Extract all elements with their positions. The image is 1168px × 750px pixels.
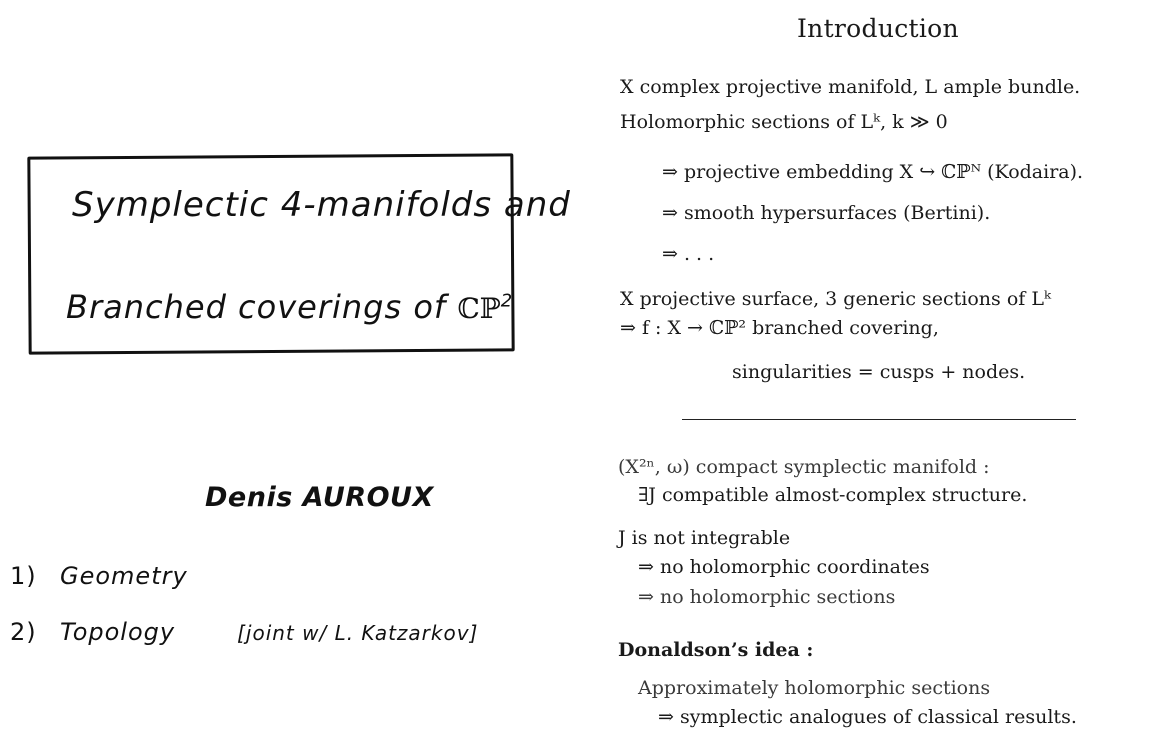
text-line-7: ⇒ f : X → ℂℙ² branched covering, (620, 317, 939, 339)
text-line-8: singularities = cusps + nodes. (732, 361, 1026, 383)
outline-item-1 (10, 562, 188, 590)
text-line-11: J is not integrable (618, 527, 791, 549)
intro-heading: Introduction (797, 14, 959, 43)
author-name: Denis AUROUX (205, 482, 434, 513)
outline-item-2-note: [joint w/ L. Katzarkov] (237, 621, 479, 645)
text-line-13: ⇒ no holomorphic sections (638, 586, 896, 608)
donaldson-heading: Donaldson’s idea : (618, 639, 814, 661)
text-line-3: ⇒ projective embedding X ↪ ℂℙᴺ (Kodaira). (662, 161, 1084, 183)
text-line-1: X complex projective manifold, L ample bundle. (620, 76, 1081, 98)
text-line-9: (X²ⁿ, ω) compact symplectic manifold : (618, 456, 990, 478)
text-line-2: Holomorphic sections of Lᵏ, k ≫ 0 (620, 111, 948, 133)
outline-item-2-label: Topology (60, 618, 176, 646)
title-line-2 (66, 288, 513, 326)
cp-symbol: ℂℙ (457, 292, 501, 325)
title-line-2-text: Branched coverings of (66, 288, 458, 326)
outline-item-2 (10, 618, 478, 646)
title-line-1: Symplectic 4-manifolds and (72, 185, 571, 225)
text-line-10: ∃J compatible almost-complex structure. (638, 484, 1028, 506)
outline-item-2-number: 2) (10, 618, 37, 646)
text-line-6: X projective surface, 3 generic sections of Lᵏ (620, 288, 1051, 310)
section-divider (682, 419, 1076, 420)
text-line-12: ⇒ no holomorphic coordinates (638, 556, 930, 578)
outline-item-1-number: 1) (10, 562, 37, 590)
text-line-4: ⇒ smooth hypersurfaces (Bertini). (662, 202, 991, 224)
text-line-5: ⇒ . . . (662, 243, 715, 265)
text-line-15: Approximately holomorphic sections (638, 677, 991, 699)
text-line-16: ⇒ symplectic analogues of classical results. (658, 706, 1077, 728)
cp-exponent: 2 (500, 290, 514, 312)
outline-item-1-label: Geometry (60, 562, 188, 590)
